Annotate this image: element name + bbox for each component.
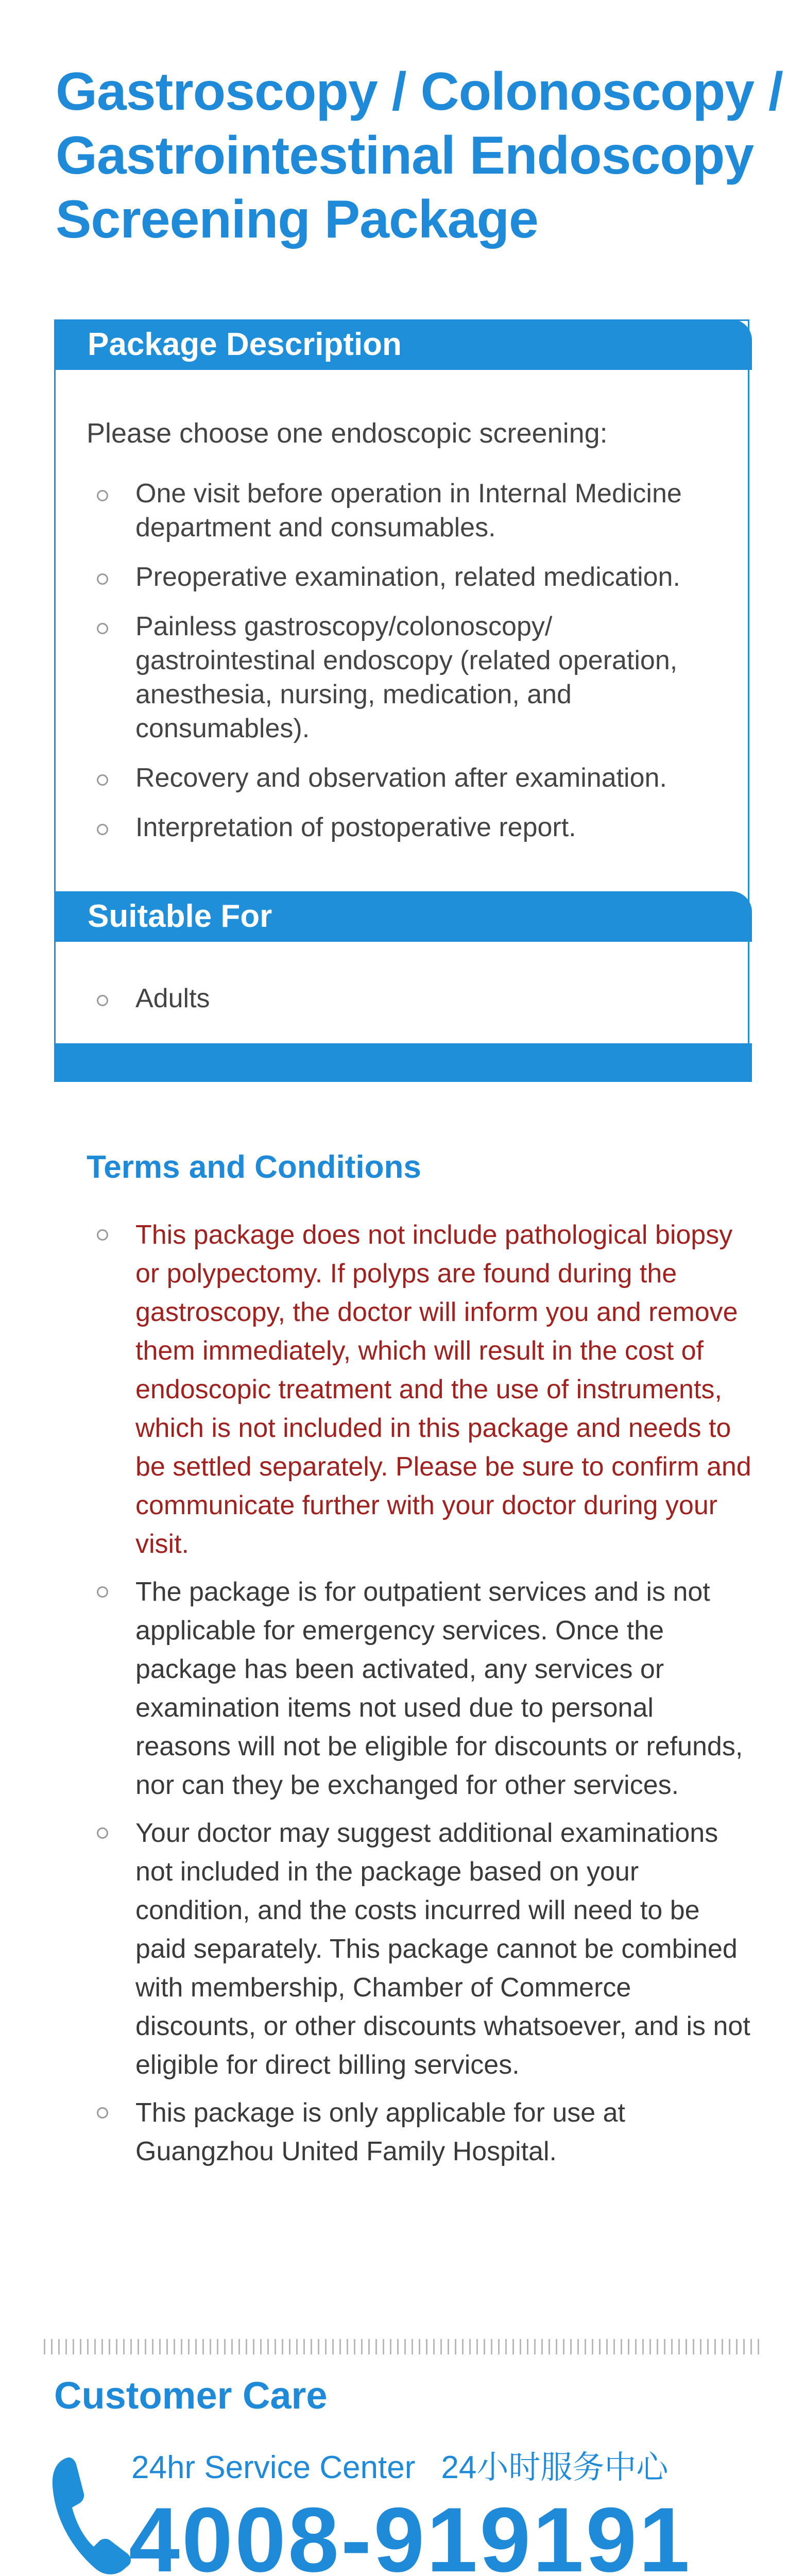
package-item-text: One visit before operation in Internal Medicine department and consumables.: [135, 479, 682, 543]
bullet-circle-icon: [97, 995, 108, 1006]
bullet-circle-icon: [97, 623, 108, 634]
terms-item-text: The package is for outpatient services and is not applicable for emergency services. Once the package has been activated, any services or examination items not used due to personal reasons will not be eligible for discounts or refunds, nor can they be exchanged for other services.: [135, 1577, 743, 1800]
title-line-3: Screening Package: [56, 190, 538, 249]
bullet-circle-icon: [97, 573, 108, 585]
list-item: [87, 810, 735, 844]
list-item: [87, 2094, 756, 2171]
terms-title: Terms and Conditions: [87, 1149, 421, 1185]
list-item: [87, 1814, 756, 2084]
list-item: [87, 981, 735, 1015]
page-title: [56, 60, 787, 251]
service-center-line: [131, 2448, 694, 2487]
bullet-circle-icon: [97, 2107, 108, 2119]
phone-icon: [47, 2450, 135, 2576]
list-item: [87, 477, 735, 545]
service-center-en: 24hr Service Center: [131, 2450, 416, 2485]
list-item: [87, 560, 735, 594]
dashed-divider: [44, 2339, 760, 2354]
bullet-circle-icon: [97, 824, 108, 835]
terms-item-text: This package is only applicable for use at Guangzhou United Family Hospital.: [135, 2098, 625, 2166]
suitable-for-header: Suitable For: [54, 891, 752, 942]
terms-list: [87, 1216, 756, 2180]
package-item-text: Recovery and observation after examination.: [135, 763, 667, 793]
hotline-number[interactable]: 4008-919191: [129, 2488, 692, 2576]
terms-item-text: Your doctor may suggest additional examinations not included in the package based on your condition, and the costs incurred will need to be paid separately. This package cannot be combined with membership, Chamber of Commerce discounts, or other discounts whatsoever, and is not eligible for direct billing services.: [135, 1818, 750, 2080]
bullet-circle-icon: [97, 1827, 108, 1839]
list-item: [87, 609, 735, 745]
bullet-circle-icon: [97, 490, 108, 501]
suitable-item-text: Adults: [135, 984, 210, 1013]
bullet-circle-icon: [97, 774, 108, 786]
bullet-circle-icon: [97, 1586, 108, 1598]
title-line-2: Gastrointestinal Endoscopy: [56, 126, 754, 185]
list-item: [87, 1573, 756, 1805]
customer-care-title: Customer Care: [54, 2374, 328, 2417]
package-item-text: Painless gastroscopy/colonoscopy/ gastrointestinal endoscopy (related operation, anesthesia, nursing, medication, and consumables).: [135, 612, 678, 743]
package-item-text: Interpretation of postoperative report.: [135, 812, 576, 842]
terms-item-text: This package does not include pathological biopsy or polypectomy. If polyps are found during the gastroscopy, the doctor will inform you and remove them immediately, which will result in the cost of endoscopic treatment and the use of instruments, which is not included in this package and needs to be settled separately. Please be sure to confirm and communicate further with your doctor during your visit.: [135, 1220, 751, 1559]
list-item: [87, 761, 735, 795]
suitable-for-list: [87, 981, 735, 1015]
package-item-text: Preoperative examination, related medication.: [135, 562, 680, 592]
service-center-cn: 24小时服务中心: [441, 2450, 669, 2485]
package-items-list: [87, 477, 735, 860]
package-box-footer-bar: [54, 1043, 752, 1082]
title-line-1: Gastroscopy / Colonoscopy /: [56, 62, 783, 122]
bullet-circle-icon: [97, 1229, 108, 1241]
list-item: [87, 1216, 756, 1564]
package-intro: Please choose one endoscopic screening:: [87, 418, 608, 449]
package-description-header: Package Description: [54, 319, 752, 370]
